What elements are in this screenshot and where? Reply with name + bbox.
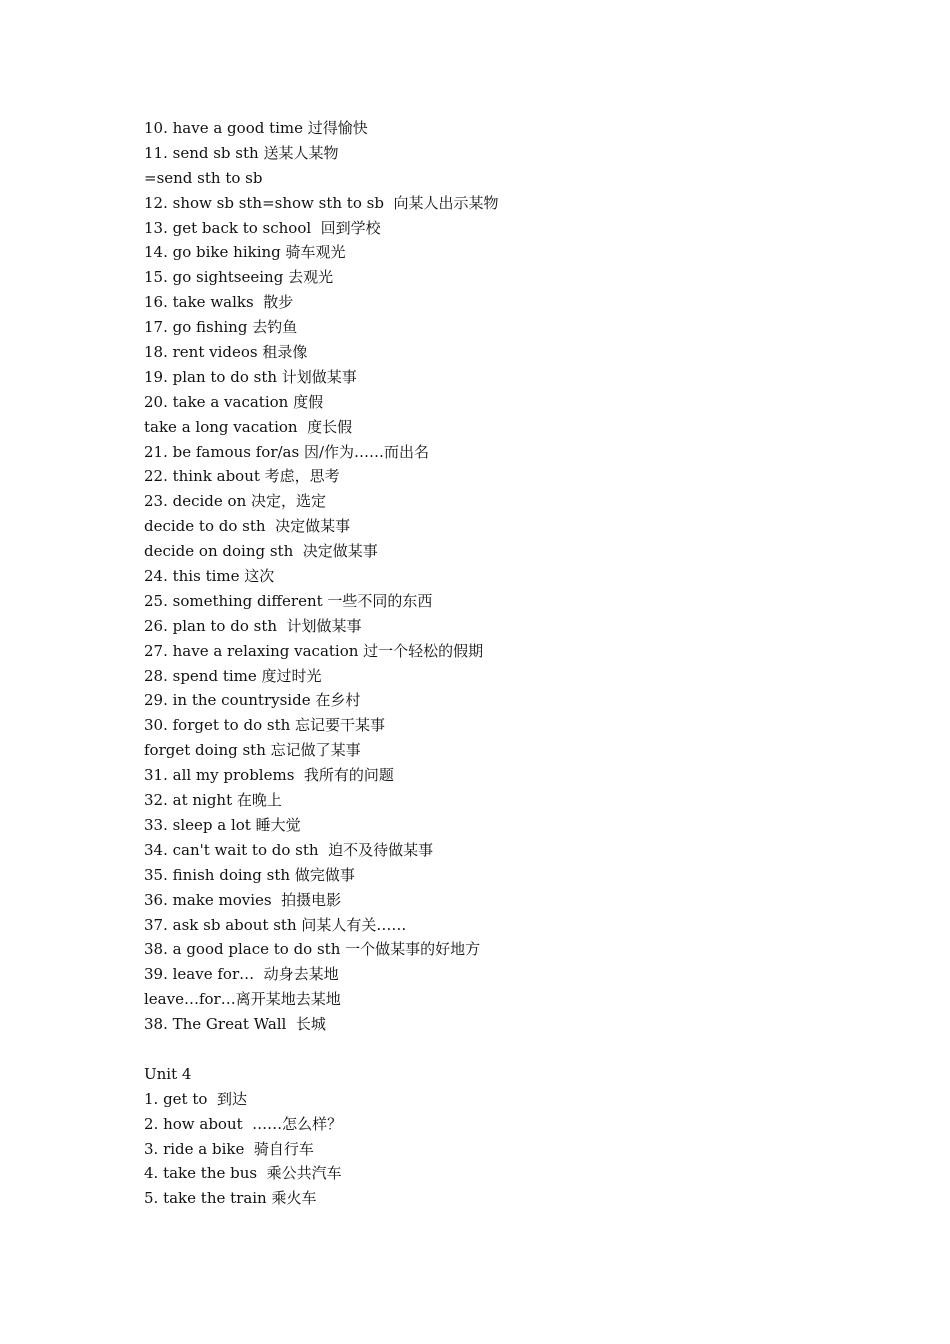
text-line: 12. show sb sth=show sth to sb 向某人出示某物 bbox=[144, 193, 499, 212]
text-line: 14. go bike hiking 骑车观光 bbox=[144, 243, 346, 262]
blank-line bbox=[144, 1037, 904, 1062]
text-line: 20. take a vacation 度假 bbox=[144, 392, 324, 411]
text-line: 35. finish doing sth 做完做事 bbox=[144, 865, 355, 884]
text-line: 26. plan to do sth 计划做某事 bbox=[144, 616, 362, 635]
text-line: 1. get to 到达 bbox=[144, 1089, 247, 1108]
text-line: forget doing sth 忘记做了某事 bbox=[144, 741, 361, 760]
text-line: 29. in the countryside 在乡村 bbox=[144, 691, 361, 710]
text-line: 24. this time 这次 bbox=[144, 567, 275, 586]
text-line: 11. send sb sth 送某人某物 bbox=[144, 143, 339, 162]
text-line: 31. all my problems 我所有的问题 bbox=[144, 766, 394, 785]
text-line: 2. how about ……怎么样？ bbox=[144, 1114, 343, 1133]
text-line: 5. take the train 乘火车 bbox=[144, 1189, 317, 1208]
text-line: =send sth to sb bbox=[144, 168, 263, 187]
text-line: 34. can't wait to do sth 迫不及待做某事 bbox=[144, 840, 434, 859]
text-line: 17. go fishing 去钓鱼 bbox=[144, 318, 298, 337]
text-line: 21. be famous for/as 因/作为……而出名 bbox=[144, 442, 430, 461]
text-line: 23. decide on 决定，选定 bbox=[144, 492, 327, 511]
text-line: decide on doing sth 决定做某事 bbox=[144, 542, 378, 561]
text-line: 33. sleep a lot 睡大觉 bbox=[144, 815, 301, 834]
text-line: 19. plan to do sth 计划做某事 bbox=[144, 367, 357, 386]
text-line: decide to do sth 决定做某事 bbox=[144, 517, 351, 536]
text-line: 30. forget to do sth 忘记要干某事 bbox=[144, 716, 386, 735]
text-line: 36. make movies 拍摄电影 bbox=[144, 890, 342, 909]
text-line: 10. have a good time 过得愉快 bbox=[144, 119, 368, 137]
text-line: 27. have a relaxing vacation 过一个轻松的假期 bbox=[144, 641, 484, 660]
text-line: 22. think about 考虑，思考 bbox=[144, 467, 340, 486]
text-line: leave…for…离开某地去某地 bbox=[144, 990, 341, 1009]
text-line: 4. take the bus 乘公共汽车 bbox=[144, 1164, 342, 1183]
text-line: 13. get back to school 回到学校 bbox=[144, 218, 381, 237]
text-line: 38. a good place to do sth 一个做某事的好地方 bbox=[144, 940, 481, 959]
text-line: 15. go sightseeing 去观光 bbox=[144, 268, 334, 287]
document-body bbox=[144, 116, 904, 1211]
text-line: 38. The Great Wall 长城 bbox=[144, 1015, 326, 1034]
text-line: 18. rent videos 租录像 bbox=[144, 343, 308, 362]
text-line: 25. something different 一些不同的东西 bbox=[144, 591, 433, 610]
text-line: 37. ask sb about sth 问某人有关…… bbox=[144, 915, 407, 934]
text-line: take a long vacation 度长假 bbox=[144, 417, 353, 436]
text-line: 16. take walks 散步 bbox=[144, 293, 294, 312]
text-line: 39. leave for… 动身去某地 bbox=[144, 965, 339, 984]
section-heading: Unit 4 bbox=[144, 1064, 192, 1083]
text-line: 32. at night 在晚上 bbox=[144, 791, 282, 810]
text-line: 28. spend time 度过时光 bbox=[144, 666, 322, 685]
text-line: 3. ride a bike 骑自行车 bbox=[144, 1139, 314, 1158]
